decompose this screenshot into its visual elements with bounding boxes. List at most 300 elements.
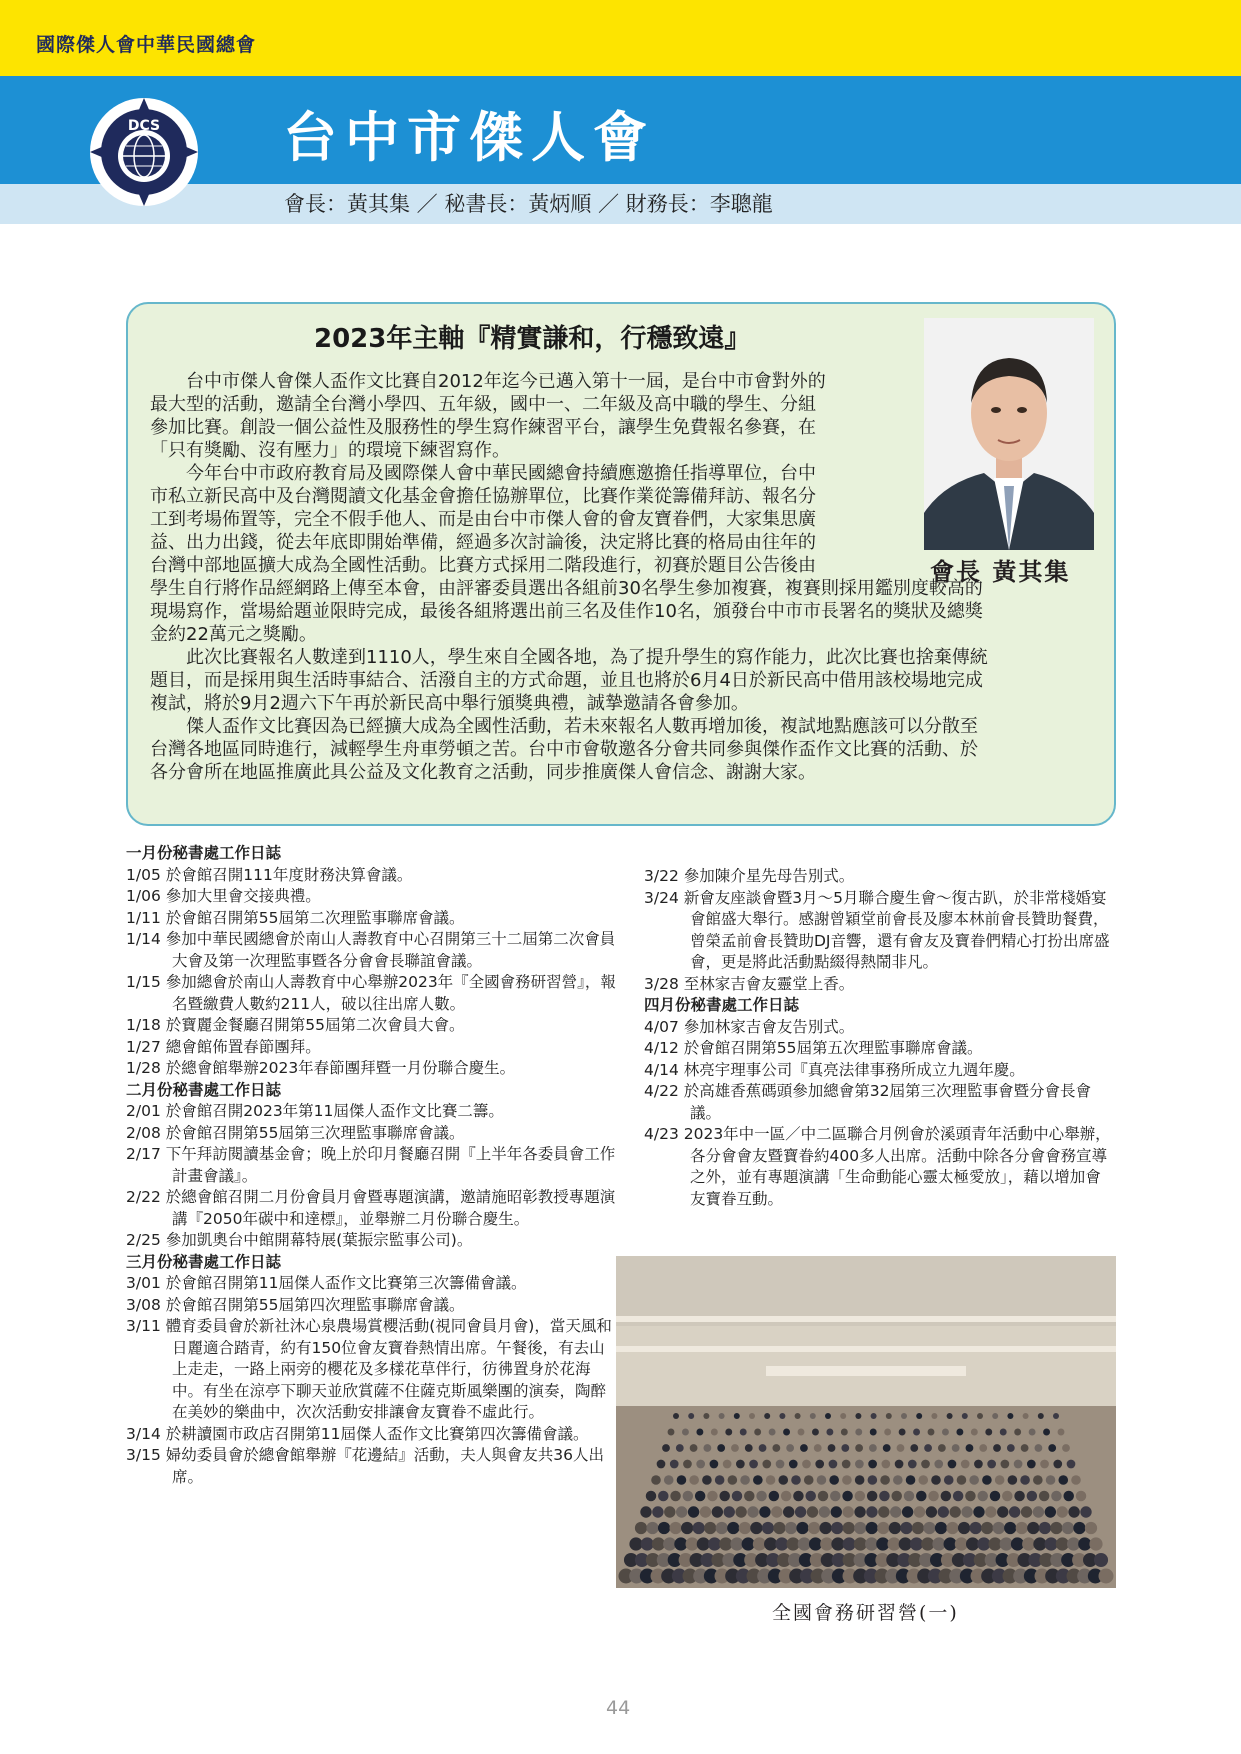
crowd-person	[664, 1506, 675, 1517]
crowd-person	[736, 1460, 745, 1469]
crowd-person	[938, 1444, 946, 1452]
crowd-person	[1027, 1460, 1036, 1469]
crowd-person	[747, 1506, 758, 1517]
crowd-person	[749, 1460, 758, 1469]
crowd-person	[669, 1522, 681, 1534]
log-month-heading: 一月份秘書處工作日誌	[126, 844, 282, 862]
crowd-person	[866, 1522, 878, 1534]
crowd-person	[700, 1506, 711, 1517]
crowd-person	[934, 1460, 943, 1469]
log-entry: 2/22 於總會館召開二月份會員月會暨專題演講，邀請施昭彰教授專題演講『2050年碳中和達標』，並舉辦二月份聯合慶生。	[126, 1188, 616, 1228]
log-entry: 4/14 林亮宇理事公司『真亮法律事務所成立九週年慶。	[644, 1060, 1025, 1079]
crowd-person	[974, 1460, 983, 1469]
crowd-person	[949, 1506, 960, 1517]
log-entry: 3/14 於耕讀園市政店召開第11屆傑人盃作文比賽第四次籌備會議。	[126, 1424, 589, 1443]
crowd-person	[868, 1475, 878, 1485]
crowd-person	[855, 1413, 861, 1419]
crowd-person	[759, 1444, 767, 1452]
crowd-person	[952, 1444, 960, 1452]
crowd-person	[789, 1460, 798, 1469]
crowd-person	[676, 1506, 687, 1517]
crowd-person	[670, 1491, 681, 1502]
crowd-person	[931, 1475, 941, 1485]
crowd-person	[771, 1506, 782, 1517]
crowd-person	[977, 1413, 983, 1419]
crowd-person	[895, 1460, 904, 1469]
president-caption: 會長 黃其集	[930, 557, 1071, 586]
crowd-person	[1039, 1522, 1051, 1534]
crowd-person	[762, 1460, 771, 1469]
crowd-person	[756, 1491, 767, 1502]
crowd-person	[719, 1413, 725, 1419]
crowd-person	[664, 1475, 674, 1485]
crowd-person	[764, 1413, 770, 1419]
crowd-person	[662, 1444, 670, 1452]
crowd-person	[766, 1475, 776, 1485]
crowd-person	[1021, 1506, 1032, 1517]
crowd-person	[819, 1522, 831, 1534]
crowd-person	[1058, 1475, 1068, 1485]
crowd-person	[854, 1522, 866, 1534]
feature-paragraph-1: 台中市傑人會傑人盃作文比賽自2012年迄今已邁入第十一屆，是台中市會對外的 最大型的活動，邀請全台灣小學四、五年級，國中一、二年級及高中職的學生、分組 參加比賽。創設一個公益性及服務性的學生寫作練習平台，讓學生免費報名參賽，在 「只有獎勵、沒有壓力」的環境下練習寫作。 今年台中市政府教育局及國際傑人會中華民國總會持續應邀擔任指導單位，台中 市私立新民高中及台灣閱讀文化基金會擔任協辦單位，比賽作業從籌備拜訪、報名分 工到考場佈置等，完全不假手他人、而是由台中市傑人會的會友寶眷們，大家集思廣 益、出力出錢，從去年底即開始準備，經過多次討論後，決定將比賽的格局由往年的 台灣中部地區擴大成為全國性活動。比賽方式採用二階段進行，初賽於題目公告後由	[150, 371, 826, 576]
log-entry: 1/15 參加總會於南山人壽教育中心舉辦2023年『全國會務研習營』，報名暨繳費人數約211人，破以往出席人數。	[126, 973, 616, 1013]
log-entry: 2/01 於會館召開2023年第11屆傑人盃作文比賽二籌。	[126, 1102, 504, 1120]
crowd-person	[969, 1475, 979, 1485]
crowd-person	[725, 1429, 732, 1436]
crowd-person	[715, 1475, 725, 1485]
crowd-person	[829, 1475, 839, 1485]
crowd-person	[749, 1413, 755, 1419]
crowd-person	[689, 1475, 699, 1485]
crowd-person	[884, 1429, 891, 1436]
crowd-person	[818, 1491, 829, 1502]
crowd-person	[785, 1522, 797, 1534]
crowd-person	[969, 1522, 981, 1534]
crowd-person	[993, 1522, 1005, 1534]
crowd-person	[965, 1491, 976, 1502]
crowd-person	[1014, 1429, 1021, 1436]
crowd-person	[889, 1522, 901, 1534]
crowd-person	[997, 1506, 1008, 1517]
crowd-person	[981, 1522, 993, 1534]
crowd-person	[973, 1506, 984, 1517]
crowd-person	[881, 1460, 890, 1469]
crowd-person	[740, 1475, 750, 1485]
crowd-person	[825, 1413, 831, 1419]
crowd-person	[1014, 1460, 1023, 1469]
crowd-person	[702, 1475, 712, 1485]
log-entry: 4/12 於會館召開第55屆第五次理監事聯席會議。	[644, 1039, 983, 1057]
crowd-person	[688, 1506, 699, 1517]
crowd-person	[795, 1413, 801, 1419]
crowd-person	[828, 1444, 836, 1452]
log-month-heading: 二月份秘書處工作日誌	[126, 1080, 282, 1099]
crowd-person	[1080, 1506, 1091, 1517]
log-entry: 1/14 參加中華民國總會於南山人壽教育中心召開第三十二屆第二次會員大會及第一次理監事暨各分會會長聯誼會議。	[126, 930, 616, 970]
crowd-person	[982, 1475, 992, 1485]
crowd-person	[901, 1413, 907, 1419]
crowd-person	[819, 1506, 830, 1517]
officers-line: 會長：黃其集 ／ 秘書長：黃炳順 ／ 財務長：李聰龍	[284, 192, 773, 216]
crowd-person	[1048, 1444, 1056, 1452]
crowd-person	[946, 1522, 958, 1534]
crowd-person	[913, 1429, 920, 1436]
crowd-person	[840, 1413, 846, 1419]
crowd-person	[1002, 1491, 1013, 1502]
crowd-person	[906, 1475, 916, 1485]
page-number: 44	[606, 1697, 631, 1719]
crowd-person	[956, 1429, 963, 1436]
crowd-person	[830, 1491, 841, 1502]
crowd-person	[854, 1506, 865, 1517]
crowd-person	[918, 1475, 928, 1485]
crowd-person	[941, 1491, 952, 1502]
crowd-person	[878, 1506, 889, 1517]
log-entry: 4/22 於高雄香蕉碼頭參加總會第32屆第三次理監事會暨分會長會議。	[644, 1082, 1091, 1122]
crowd-person	[717, 1444, 725, 1452]
crowd-person	[961, 1460, 970, 1469]
crowd-person	[904, 1491, 915, 1502]
event-photo-caption: 全國會務研習營(一)	[772, 1602, 959, 1624]
crowd-person	[814, 1444, 822, 1452]
crowd-person	[739, 1522, 751, 1534]
crowd-person	[910, 1444, 918, 1452]
crowd-person	[1016, 1522, 1028, 1534]
crowd-person	[804, 1475, 814, 1485]
crowd-person	[1071, 1475, 1081, 1485]
crowd-person	[779, 1413, 785, 1419]
crowd-person	[831, 1506, 842, 1517]
crowd-person	[1043, 1429, 1050, 1436]
crowd-person	[953, 1491, 964, 1502]
log-entry: 3/22 參加陳介星先母告別式。	[644, 867, 855, 885]
crowd-person	[1063, 1491, 1074, 1502]
crowd-person	[710, 1460, 719, 1469]
crowd-person	[829, 1460, 838, 1469]
crowd-person	[783, 1506, 794, 1517]
crowd-person	[668, 1429, 675, 1436]
crowd-person	[841, 1429, 848, 1436]
crowd-person	[992, 1413, 998, 1419]
crowd-person	[772, 1444, 780, 1452]
crowd-person	[773, 1522, 785, 1534]
crowd-person	[1053, 1413, 1059, 1419]
work-log-right	[644, 866, 1116, 1210]
crowd-person	[928, 1491, 939, 1502]
crowd-person	[890, 1506, 901, 1517]
crowd-person	[855, 1491, 866, 1502]
crowd-person	[979, 1444, 987, 1452]
crowd-person	[1008, 1475, 1018, 1485]
page-title: 台中市傑人會	[283, 106, 655, 169]
crowd-person	[670, 1460, 679, 1469]
crowd-person	[938, 1506, 949, 1517]
crowd-person	[646, 1491, 657, 1502]
crowd-person	[719, 1491, 730, 1502]
crowd-person	[1001, 1460, 1010, 1469]
log-entry: 1/11 於會館召開第55屆第二次理監事聯席會議。	[126, 908, 465, 927]
crowd-person	[704, 1522, 716, 1534]
crowd-person	[1020, 1475, 1030, 1485]
crowd-person	[723, 1460, 732, 1469]
log-entry: 3/28 至林家吉會友靈堂上香。	[644, 974, 855, 993]
crowd-person	[1058, 1429, 1065, 1436]
crowd-person	[1050, 1522, 1062, 1534]
president-photo	[924, 318, 1094, 550]
crowd-person	[843, 1522, 855, 1534]
crowd-person	[867, 1491, 878, 1502]
crowd-person	[900, 1522, 912, 1534]
crowd-person	[1014, 1491, 1025, 1502]
log-entry: 3/11 體育委員會於新社沐心泉農場賞櫻活動(視同會員月會)，當天風和日麗適合踏青，約有150位會友寶眷熱情出席。午餐後，有去山上走走，一路上兩旁的櫻花及多樣花草伴行，彷彿置身於花海中。有坐在涼亭下聊天並欣賞薩不住薩克斯風樂團的演奏，陶醉在美妙的樂曲中，次次活動安排讓會友寶眷不虛此行。	[126, 1317, 612, 1421]
crowd-person	[855, 1444, 863, 1452]
crowd-person	[1057, 1506, 1068, 1517]
crowd-person	[783, 1429, 790, 1436]
crowd-person	[640, 1506, 651, 1517]
crowd-person	[1038, 1413, 1044, 1419]
crowd-person	[1021, 1444, 1029, 1452]
crowd-person	[842, 1491, 853, 1502]
log-entry: 1/18 於寶麗金餐廳召開第55屆第二次會員大會。	[126, 1016, 465, 1034]
crowd-person	[812, 1429, 819, 1436]
crowd-person	[646, 1522, 658, 1534]
crowd-person	[707, 1491, 718, 1502]
crowd-person	[750, 1522, 762, 1534]
crowd-person	[1029, 1429, 1036, 1436]
crowd-person	[914, 1506, 925, 1517]
crowd-person	[735, 1506, 746, 1517]
feature-paragraph-2: 學生自行將作品經網路上傳至本會，由評審委員選出各組前30名學生參加複賽，複賽則採用鑑別度較高的 現場寫作，當場給題並限時完成，最後各組將選出前三名及佳作10名，頒發台中市市長署名的獎狀及總獎 金約22萬元之獎勵。 此次比賽報名人數達到1110人，學生來自全國各地，為了提升學生的寫作能力，此次比賽也捨棄傳統 題目，而是採用與生活時事結合、活潑自主的方式命題，並且也將於6月4日於新民高中借用該校場地完成 複試，將於9月2週六下午再於新民高中舉行頒獎典禮，誠摯邀請各會參加。 傑人盃作文比賽因為已經擴大成為全國性活動，若未來報名人數再增加後，複試地點應該可以分散至 台灣各地區同時進行，減輕學生舟車勞頓之苦。台中市會敬邀各分會共同參與傑作盃作文比賽的活動、於 各分會所在地區推廣此具公益及文化教育之活動，同步推廣傑人會信念、謝謝大家。	[150, 578, 988, 783]
crowd-person	[902, 1506, 913, 1517]
crowd-person	[791, 1475, 801, 1485]
crowd-person	[921, 1460, 930, 1469]
crowd-person	[1000, 1429, 1007, 1436]
crowd-person	[966, 1444, 974, 1452]
crowd-person	[754, 1429, 761, 1436]
crowd-person	[948, 1460, 957, 1469]
org-name: 國際傑人會中華民國總會	[36, 34, 257, 56]
crowd-person	[796, 1522, 808, 1534]
crowd-person	[866, 1506, 877, 1517]
crowd-person	[651, 1475, 661, 1485]
crowd-person	[855, 1429, 862, 1436]
crowd-person	[962, 1413, 968, 1419]
crowd-person	[961, 1506, 972, 1517]
logo-text: DCS	[127, 118, 161, 134]
crowd-person	[795, 1506, 806, 1517]
crowd-person	[652, 1506, 663, 1517]
crowd-person	[923, 1522, 935, 1534]
crowd-person	[886, 1413, 892, 1419]
crowd-person	[995, 1475, 1005, 1485]
crowd-person	[807, 1506, 818, 1517]
crowd-person	[658, 1491, 669, 1502]
log-month-heading: 三月份秘書處工作日誌	[126, 1252, 282, 1271]
crowd-person	[868, 1460, 877, 1469]
crowd-person	[893, 1475, 903, 1485]
crowd-person	[869, 1444, 877, 1452]
crowd-person	[1099, 1569, 1114, 1584]
crowd-person	[683, 1491, 694, 1502]
crowd-person	[658, 1522, 670, 1534]
crowd-person	[769, 1429, 776, 1436]
crowd-person	[810, 1413, 816, 1419]
crowd-person	[971, 1429, 978, 1436]
crowd-person	[745, 1444, 753, 1452]
crowd-person	[957, 1475, 967, 1485]
crowd-person	[1076, 1491, 1087, 1502]
crowd-person	[1062, 1444, 1070, 1452]
log-entry: 3/08 於會館召開第55屆第四次理監事聯席會議。	[126, 1295, 465, 1314]
crowd-person	[1023, 1413, 1029, 1419]
crowd-person	[899, 1429, 906, 1436]
crowd-person	[734, 1413, 740, 1419]
crowd-person	[815, 1460, 824, 1469]
crowd-person	[635, 1522, 647, 1534]
log-entry: 3/15 婦幼委員會於總會館舉辦『花邊結』活動，夫人與會友共36人出席。	[126, 1446, 604, 1486]
crowd-person	[1045, 1506, 1056, 1517]
crowd-person	[776, 1460, 785, 1469]
crowd-person	[1007, 1413, 1013, 1419]
crowd-person	[786, 1444, 794, 1452]
crowd-person	[993, 1444, 1001, 1452]
crowd-person	[916, 1491, 927, 1502]
crowd-person	[855, 1475, 865, 1485]
crowd-person	[731, 1444, 739, 1452]
crowd-person	[802, 1460, 811, 1469]
crowd-person	[696, 1460, 705, 1469]
crowd-person	[688, 1413, 694, 1419]
log-entry: 4/07 參加林家吉會友告別式。	[644, 1017, 855, 1036]
crowd-person	[1094, 1553, 1108, 1567]
crowd-person	[912, 1522, 924, 1534]
log-entry: 3/24 新會友座談會暨3月～5月聯合慶生會～復古趴，於非常棧婚宴會館盛大舉行。感謝曾穎堂前會長及廖本林前會長贊助餐費，曾榮孟前會長贊助DJ音響，還有會友及寶眷們精心打扮出席盛會，更是將此活動點綴得熱鬧非凡。	[644, 888, 1110, 971]
crowd-person	[977, 1491, 988, 1502]
log-entry: 2/08 於會館召開第55屆第三次理監事聯席會議。	[126, 1123, 465, 1142]
crowd-person	[781, 1491, 792, 1502]
log-entry: 2/17 下午拜訪閱讀基金會；晚上於印月餐廳召開『上半年各委員會工作計畫會議』。	[126, 1145, 616, 1185]
crowd-person	[916, 1413, 922, 1419]
crowd-person	[1073, 1522, 1085, 1534]
crowd-person	[762, 1522, 774, 1534]
crowd-person	[682, 1429, 689, 1436]
crowd-person	[1085, 1522, 1097, 1534]
crowd-person	[817, 1475, 827, 1485]
crowd-person	[1004, 1522, 1016, 1534]
log-entry: 1/06 參加大里會交接典禮。	[126, 887, 321, 905]
log-entry: 1/05 於會館召開111年度財務決算會議。	[126, 865, 413, 884]
crowd-person	[712, 1506, 723, 1517]
crowd-person	[673, 1413, 679, 1419]
log-entry: 2/25 參加凱奧台中館開幕特展(葉振宗監事公司)。	[126, 1231, 473, 1249]
crowd-person	[883, 1444, 891, 1452]
crowd-person	[1009, 1506, 1020, 1517]
log-entry: 3/01 於會館召開第11屆傑人盃作文比賽第三次籌備會議。	[126, 1274, 527, 1292]
crowd-person	[842, 1460, 851, 1469]
crowd-person	[870, 1429, 877, 1436]
crowd-person	[1053, 1460, 1062, 1469]
crowd-person	[724, 1506, 735, 1517]
log-entry: 1/28 於總會館舉辦2023年春節團拜暨一月份聯合慶生。	[126, 1059, 516, 1077]
crowd-person	[985, 1429, 992, 1436]
crowd-person	[728, 1475, 738, 1485]
log-entry: 1/27 總會館佈置春節團拜。	[126, 1037, 321, 1056]
crowd-person	[693, 1522, 705, 1534]
crowd-person	[928, 1429, 935, 1436]
crowd-person	[877, 1522, 889, 1534]
crowd-person	[805, 1491, 816, 1502]
work-log-left	[126, 843, 616, 1488]
crowd-person	[676, 1444, 684, 1452]
crowd-person	[1062, 1522, 1074, 1534]
crowd-person	[842, 1475, 852, 1485]
crowd-person	[690, 1444, 698, 1452]
crowd-person	[711, 1429, 718, 1436]
crowd-person	[744, 1491, 755, 1502]
crowd-person	[695, 1491, 706, 1502]
crowd-person	[1027, 1491, 1038, 1502]
event-photo	[616, 1256, 1116, 1588]
crowd-person	[947, 1413, 953, 1419]
log-entry: 4/23 2023年中一區／中二區聯合月例會於溪頭青年活動中心舉辦，各分會會友暨寶眷約400多人出席。活動中除各分會會務宣導之外，並有專題演講「生命動能心靈太極愛放」，藉以增加會友寶眷互動。	[644, 1125, 1111, 1208]
feature-title: 2023年主軸『精實謙和，行穩致遠』	[314, 324, 751, 354]
crowd-person	[891, 1491, 902, 1502]
crowd-person	[871, 1413, 877, 1419]
crowd-person	[1089, 1537, 1102, 1550]
crowd-person	[1039, 1491, 1050, 1502]
crowd-person	[1051, 1491, 1062, 1502]
crowd-person	[1007, 1444, 1015, 1452]
crowd-person	[897, 1444, 905, 1452]
crowd-person	[696, 1429, 703, 1436]
log-month-heading: 四月份秘書處工作日誌	[644, 996, 800, 1014]
crowd-person	[1033, 1506, 1044, 1517]
crowd-person	[703, 1444, 711, 1452]
crowd-person	[826, 1429, 833, 1436]
crowd-person	[926, 1506, 937, 1517]
crowd-person	[879, 1491, 890, 1502]
crowd-person	[831, 1522, 843, 1534]
crowd-person	[683, 1460, 692, 1469]
crowd-person	[855, 1460, 864, 1469]
crowd-person	[808, 1522, 820, 1534]
crowd-person	[732, 1491, 743, 1502]
crowd-person	[880, 1475, 890, 1485]
crowd-person	[931, 1413, 937, 1419]
crowd-person	[769, 1491, 780, 1502]
crowd-person	[944, 1475, 954, 1485]
crowd-person	[798, 1429, 805, 1436]
crowd-person	[759, 1506, 770, 1517]
crowd-person	[778, 1475, 788, 1485]
crowd-person	[740, 1429, 747, 1436]
crowd-person	[1035, 1444, 1043, 1452]
crowd-person	[1068, 1506, 1079, 1517]
crowd-person	[958, 1522, 970, 1534]
crowd-person	[924, 1444, 932, 1452]
crowd-person	[753, 1475, 763, 1485]
crowd-person	[1067, 1460, 1076, 1469]
crowd-person	[716, 1522, 728, 1534]
crowd-person	[990, 1491, 1001, 1502]
crowd-person	[681, 1522, 693, 1534]
crowd-person	[842, 1506, 853, 1517]
crowd-person	[1027, 1522, 1039, 1534]
crowd-person	[657, 1460, 666, 1469]
crowd-person	[908, 1460, 917, 1469]
crowd-person	[703, 1413, 709, 1419]
crowd-person	[841, 1444, 849, 1452]
